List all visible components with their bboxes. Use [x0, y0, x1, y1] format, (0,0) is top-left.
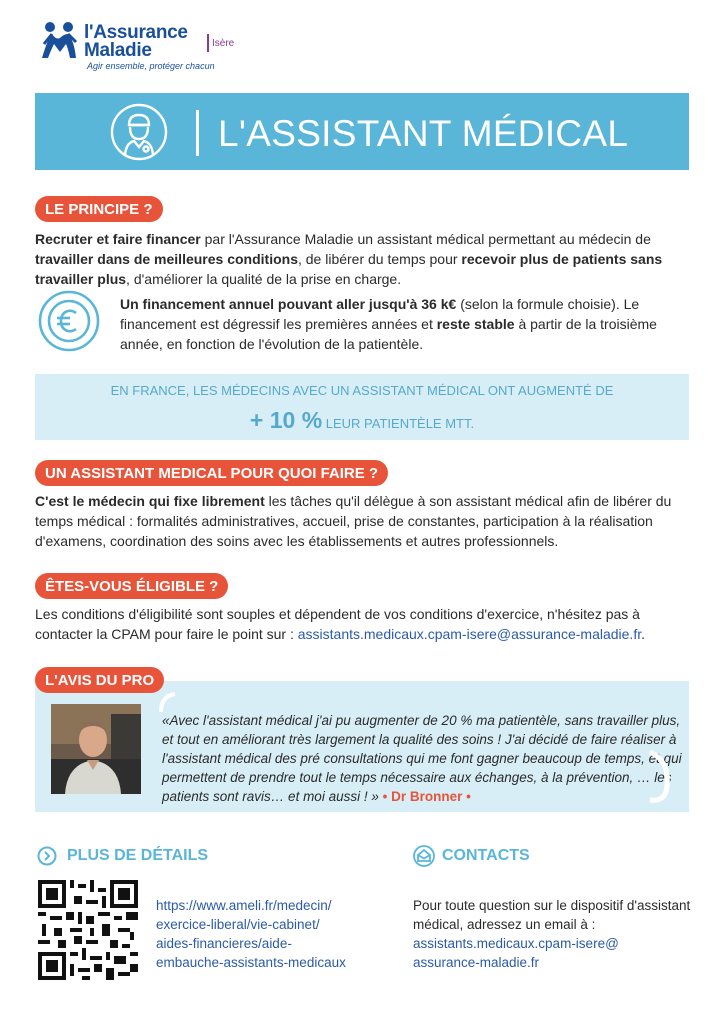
medical-assistant-icon: [110, 103, 168, 161]
contacts-text: Pour toute question sur le dispositif d'assistant médical, adressez un email à : assistants.medicaux.cpam-isere@ assurance-maladie.fr: [413, 896, 693, 972]
principe-paragraph: Recruter et faire financer par l'Assurance Maladie un assistant médical permettant au médecin de travailler dans de meilleures conditions, de libérer du temps pour recevoir plus de patients sans travailler plus, d'améliorer la qualité de la prise en charge.: [35, 231, 663, 287]
logo-title: l'Assurance Maladie: [84, 22, 188, 61]
section-tag-principe: LE PRINCIPE ?: [35, 196, 163, 222]
testimonial-quote: «Avec l'assistant médical j'ai pu augmenter de 20 % ma patientèle, sans travailler plus, et tout en améliorant très largement la qualité des soins ! J'ai décidé de faire réaliser à l'assistant médical des pré consultations qui me font gagner beaucoup de temps, et qui permettent de prendre tout le temps nécessaire aux échanges, à la prévention, … les patients sont ravis… et moi aussi ! » • Dr Bronner •: [162, 713, 682, 804]
logo-tagline: Agir ensemble, protéger chacun: [87, 61, 215, 71]
doctor-photo: [51, 704, 141, 794]
quote-close-icon: [640, 748, 676, 806]
logo-region: Isère: [212, 38, 235, 49]
details-url-link[interactable]: https://www.ameli.fr/medecin/ exercice-liberal/vie-cabinet/ aides-financieres/aide- embauche-assistants-medicaux: [156, 898, 346, 970]
eligible-paragraph: Les conditions d'éligibilité sont souples et dépendent de vos conditions d'exercice, n'hésitez pas à contacter la CPAM pour faire le point sur : assistants.medicaux.cpam-isere@assurance-maladie.fr.: [35, 606, 645, 642]
eligible-email-link[interactable]: assistants.medicaux.cpam-isere@assurance-maladie.fr: [297, 626, 642, 642]
contacts-email-link[interactable]: assistants.medicaux.cpam-isere@ assurance-maladie.fr: [413, 936, 619, 970]
qr-code[interactable]: [38, 880, 138, 980]
section-tag-eligible: ÊTES-VOUS ÉLIGIBLE ?: [35, 573, 228, 599]
euro-coin-icon: [37, 289, 101, 353]
pourquoi-paragraph: C'est le médecin qui fixe librement les tâches qu'il délègue à son assistant médical afin de libérer du temps médical : formalités administratives, accueil, prise de constantes, participation à la réalisation d'examens, coordination des soins avec les établissements et autres professionnels.: [35, 493, 672, 549]
financement-paragraph: Un financement annuel pouvant aller jusqu'à 36 k€ (selon la formule choisie). Le financement est dégressif les premières années et reste stable à partir de la troisième année, en fonction de l'évolution de la patientèle.: [120, 296, 657, 352]
banner-separator: [196, 110, 199, 156]
stat-highlight: + 10 % LEUR PATIENTÈLE MTT.: [249, 407, 475, 433]
mail-icon: [413, 845, 435, 867]
logo-separator: [207, 34, 209, 52]
contacts-title: CONTACTS: [442, 847, 530, 864]
testimonial-author: • Dr Bronner •: [382, 789, 471, 804]
details-title: PLUS DE DÉTAILS: [67, 847, 209, 864]
section-tag-pourquoi: UN ASSISTANT MEDICAL POUR QUOI FAIRE ?: [35, 460, 388, 486]
page-title: L'ASSISTANT MÉDICAL: [218, 113, 629, 154]
section-tag-avis: L'AVIS DU PRO: [35, 667, 164, 693]
stat-line: EN FRANCE, LES MÉDECINS AVEC UN ASSISTANT MÉDICAL ONT AUGMENTÉ DE: [110, 383, 614, 398]
chevron-right-circle-icon: [37, 846, 57, 866]
assurance-maladie-logo-icon: [38, 18, 80, 64]
